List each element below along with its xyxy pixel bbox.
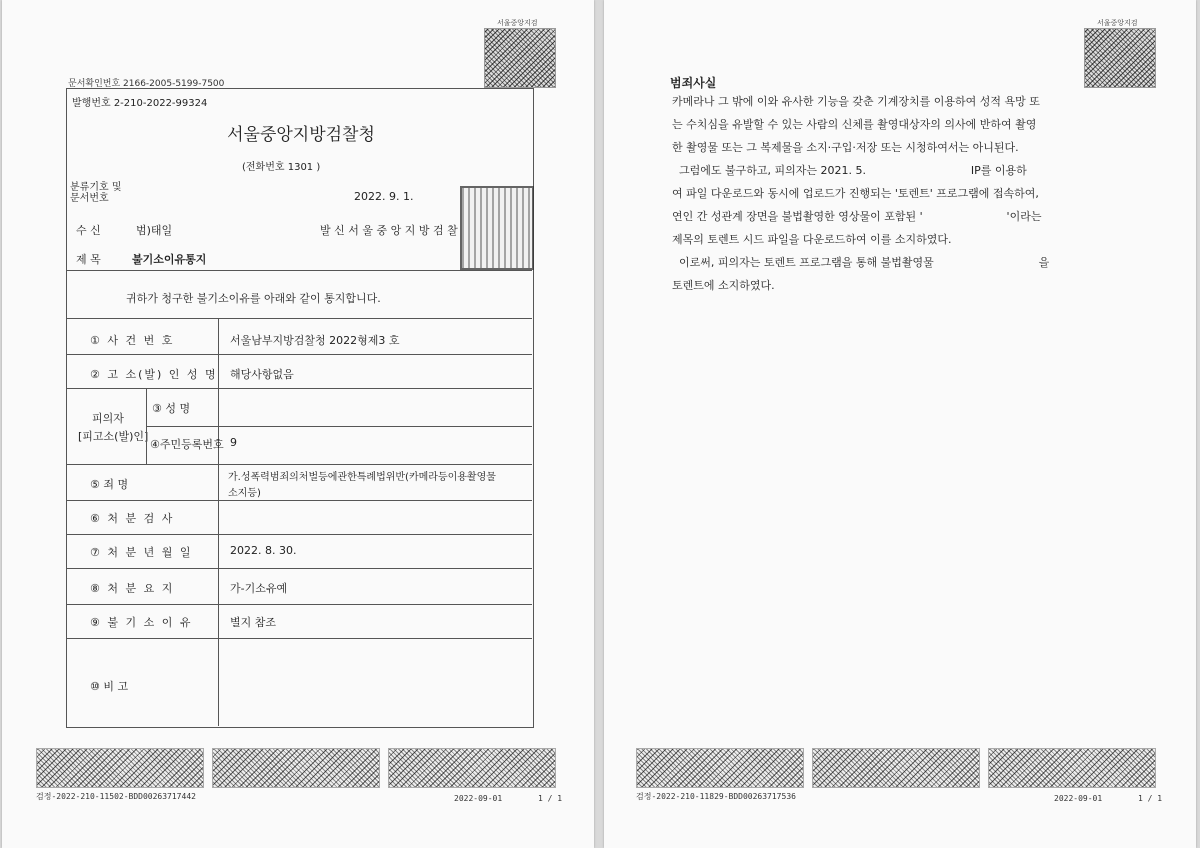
notice-page-left xyxy=(2,0,594,848)
footer-date: 2022-09-01 xyxy=(454,794,503,803)
class-label-1: 분류기호 및 xyxy=(70,182,122,193)
suspect-rrn-value: 9 xyxy=(230,436,237,449)
section-heading: 범죄사실 xyxy=(670,76,717,90)
disposal-date-label: ⑦ 처 분 년 월 일 xyxy=(90,546,193,559)
crime-facts-text xyxy=(672,90,1142,297)
complainant-value: 해당사항없음 xyxy=(230,368,294,381)
disposal-gist-value: 가-기소유예 xyxy=(230,582,288,595)
recipient-label: 수 신 xyxy=(76,224,101,237)
recipient-value: 범)태일 xyxy=(136,224,173,237)
suspect-name-label: ③ 성 명 xyxy=(152,402,191,415)
row-line xyxy=(66,464,532,465)
remarks-label: ⑩ 비 고 xyxy=(90,680,129,693)
complainant-label: ② 고 소(발) 인 성 명 xyxy=(90,368,218,381)
paragraph-line: 카메라나 그 밖에 이와 유사한 기능을 갖춘 기계장치를 이용하여 성적 욕망 또 xyxy=(672,95,1040,108)
row-line xyxy=(66,604,532,605)
issue-date: 2022. 9. 1. xyxy=(354,190,414,203)
row-line xyxy=(146,426,532,427)
class-label-2: 문서번호 xyxy=(70,193,109,204)
charge-value-2: 소지등) xyxy=(228,488,261,499)
paragraph-line: 제목의 토렌트 시드 파일을 다운로드하여 이를 소지하였다. xyxy=(672,233,952,246)
footer-page: 1 / 1 xyxy=(1138,794,1163,803)
paragraph-line: 이로써, 피의자는 토렌트 프로그램을 통해 불법촬영물 을 xyxy=(672,256,1050,269)
case-no-label: ① 사 건 번 호 xyxy=(90,334,175,347)
row-line xyxy=(66,354,532,355)
row-line xyxy=(66,534,532,535)
encoded-strip xyxy=(212,748,380,788)
encoded-strip xyxy=(388,748,556,788)
paragraph-line: 그럼에도 불구하고, 피의자는 2021. 5. IP를 이용하 xyxy=(672,164,1027,177)
seal-label: 서울중앙지검 xyxy=(497,19,538,27)
subject-label: 제 목 xyxy=(76,253,101,266)
row-line xyxy=(66,500,532,501)
disposal-gist-label: ⑧ 처 분 요 지 xyxy=(90,582,175,595)
row-line xyxy=(66,638,532,639)
paragraph-line: 여 파일 다운로드와 동시에 업로드가 진행되는 '토렌트' 프로그램에 접속하여, xyxy=(672,187,1039,200)
seal-label: 서울중앙지검 xyxy=(1097,19,1138,27)
verification-barcode xyxy=(484,28,556,88)
agency-title: 서울중앙지방검찰청 xyxy=(227,125,375,145)
disposal-date-value: 2022. 8. 30. xyxy=(230,544,297,557)
sender: 발 신 서 울 중 앙 지 방 검 찰 xyxy=(320,224,458,237)
divider xyxy=(66,270,532,271)
reason-value: 별지 참조 xyxy=(230,616,277,629)
verification-barcode xyxy=(1084,28,1156,88)
row-line xyxy=(66,388,532,389)
encoded-strip xyxy=(812,748,980,788)
official-seal xyxy=(460,186,534,270)
intro-text: 귀하가 청구한 불기소이유를 아래와 같이 통지합니다. xyxy=(126,292,381,305)
table-column-divider xyxy=(218,318,219,726)
reason-label: ⑨ 불 기 소 이 유 xyxy=(90,616,193,629)
suspect-group-label-2: [피고소(발)인] xyxy=(78,430,149,443)
phone-line: (전화번호 1301 ) xyxy=(242,162,321,173)
notice-form xyxy=(66,88,534,728)
charge-label: ⑤ 죄 명 xyxy=(90,478,129,491)
footer-code: 검정-2022-210-11829-BDD00263717536 xyxy=(636,792,796,801)
case-no-value: 서울남부지방검찰청 2022형제3 호 xyxy=(230,334,400,347)
doc-confirm-number: 문서확인번호 2166-2005-5199-7500 xyxy=(68,79,225,89)
encoded-strip xyxy=(636,748,804,788)
paragraph-line: 연인 간 성관계 장면을 불법촬영한 영상물이 포함된 ' '이라는 xyxy=(672,210,1042,223)
paragraph-line: 는 수치심을 유발할 수 있는 사람의 신체를 촬영대상자의 의사에 반하여 촬영 xyxy=(672,118,1037,131)
notice-page-right xyxy=(604,0,1196,848)
footer-date: 2022-09-01 xyxy=(1054,794,1103,803)
paragraph-line: 한 촬영물 또는 그 복제물을 소지·구입·저장 또는 시청하여서는 아니된다. xyxy=(672,141,1019,154)
charge-value-1: 가.성폭력범죄의처벌등에관한특례법위반(카메라등이용촬영물 xyxy=(228,472,496,483)
encoded-strip xyxy=(988,748,1156,788)
footer-page: 1 / 1 xyxy=(538,794,563,803)
encoded-strip xyxy=(36,748,204,788)
table-top xyxy=(66,318,532,319)
suspect-rrn-label: ④주민등록번호 xyxy=(150,438,224,451)
paragraph-line: 토렌트에 소지하였다. xyxy=(672,279,775,292)
subject-value: 불기소이유통지 xyxy=(132,253,207,266)
footer-code: 검정-2022-210-11502-BDD00263717442 xyxy=(36,792,196,801)
prosecutor-label: ⑥ 처 분 검 사 xyxy=(90,512,175,525)
row-line xyxy=(66,568,532,569)
suspect-group-label-1: 피의자 xyxy=(92,412,124,425)
issue-number: 발행번호 2-210-2022-99324 xyxy=(72,98,208,109)
